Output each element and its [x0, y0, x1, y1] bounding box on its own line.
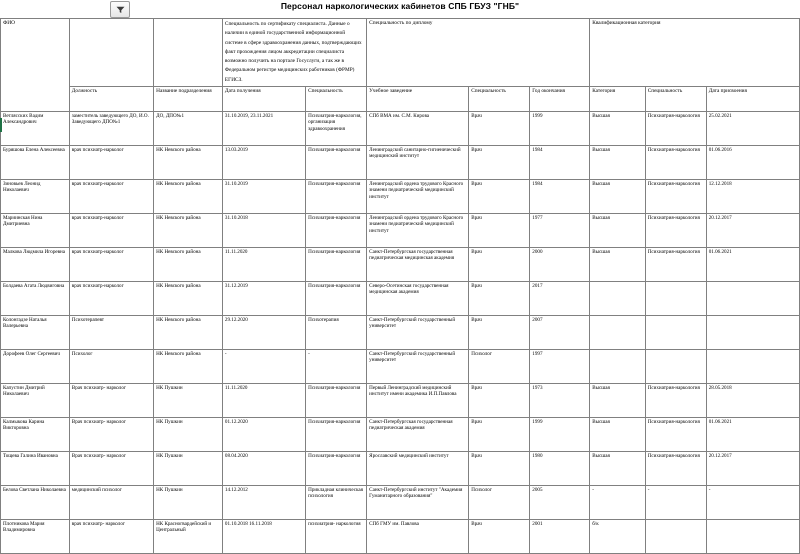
cell-category[interactable]: Высшая	[590, 213, 645, 247]
cell-position[interactable]: врач психиатр-нарколог	[69, 213, 153, 247]
cell-institution[interactable]: Санкт-Петербургский государственный университет	[367, 315, 469, 349]
cell-fio[interactable]: Буряшова Елена Алексеевна	[1, 145, 70, 179]
table-header	[1, 19, 800, 112]
cell-institution[interactable]: СПб ВМА им. С.М. Кирова	[367, 111, 469, 145]
cell-cat-specialty[interactable]: -	[645, 485, 706, 519]
cell-cert-specialty[interactable]: Психиатрия-наркология	[306, 451, 367, 485]
cell-diploma-specialty[interactable]: Врач	[469, 417, 530, 451]
cell-position[interactable]: врач психиатр-нарколог	[69, 247, 153, 281]
cell-diploma-specialty[interactable]: Врач	[469, 383, 530, 417]
cell-category[interactable]	[590, 315, 645, 349]
cell-diploma-specialty[interactable]: Врач	[469, 145, 530, 179]
table-row[interactable]	[1, 111, 800, 145]
cell-cat-date[interactable]	[706, 349, 799, 383]
table-row[interactable]	[1, 451, 800, 485]
cell-position[interactable]: Психотерапевт	[69, 315, 153, 349]
cell-cert-date[interactable]: 11.11.2020	[222, 383, 305, 417]
header-certificate-group: Специальность по сертификату специалиста. Данные о наличии в единой государственной информационной системе в сфере здравоохранения данных, подтверждающих факт прохождения лицом аккредитации специалиста возможно получить на портале Госуслуги, а так же в Федеральном регистре медицинских работников (ФРМР) ЕГИСЗ.	[222, 19, 366, 87]
cell-position[interactable]: медицинский психолог	[69, 485, 153, 519]
subheader-cert-date: Дата получения	[222, 86, 305, 111]
cell-department[interactable]: НК Невского района	[154, 247, 223, 281]
personnel-table	[0, 18, 800, 554]
cell-cert-specialty[interactable]: психиатрия- наркология	[306, 519, 367, 553]
cell-cat-date[interactable]: -	[706, 485, 799, 519]
cell-institution[interactable]: Ярославский медицинский институт	[367, 451, 469, 485]
cell-cat-specialty[interactable]	[645, 315, 706, 349]
header-qualification-group: Квалификационная категория	[590, 19, 800, 87]
subheader-position: Должность	[69, 86, 153, 111]
cell-grad-year[interactable]: 1977	[530, 213, 590, 247]
table-row[interactable]	[1, 519, 800, 553]
cell-grad-year[interactable]: 2005	[530, 485, 590, 519]
cell-diploma-specialty[interactable]: Врач	[469, 111, 530, 145]
table-header-group-row	[1, 19, 800, 87]
cell-fio[interactable]: Колонгадзе Наталья Валерьевна	[1, 315, 70, 349]
cell-department[interactable]: НК Невского района	[154, 145, 223, 179]
cell-grad-year[interactable]: 1980	[530, 451, 590, 485]
cell-diploma-specialty[interactable]: Психолог	[469, 349, 530, 383]
table-row[interactable]	[1, 315, 800, 349]
cell-diploma-specialty[interactable]: Врач	[469, 179, 530, 213]
cell-department[interactable]: НК Пушкин	[154, 485, 223, 519]
cell-cat-date[interactable]: 28.05.2018	[706, 383, 799, 417]
table-row[interactable]	[1, 213, 800, 247]
cell-cert-specialty[interactable]: Психиатрия-наркология	[306, 179, 367, 213]
cell-position[interactable]: Врач психиатр- нарколог	[69, 451, 153, 485]
cell-cert-specialty[interactable]: Психиатрия-наркология	[306, 247, 367, 281]
cell-institution[interactable]: Ленинградский ордена трудового Красного знамени педиатрический медицинский институт	[367, 213, 469, 247]
cell-cert-date[interactable]: 31.10.2019	[222, 179, 305, 213]
cell-cat-date[interactable]	[706, 281, 799, 315]
cell-institution[interactable]: Северо-Осетинская государственная медицинская академия	[367, 281, 469, 315]
cell-department[interactable]: НК Пушкин	[154, 383, 223, 417]
cell-cert-specialty[interactable]: Психиатрия-наркология	[306, 417, 367, 451]
cell-position[interactable]: Врач психиатр- нарколог	[69, 417, 153, 451]
cell-position[interactable]: врач психиатр-нарколог	[69, 179, 153, 213]
subheader-department: Название подразделения	[154, 86, 223, 111]
subheader-cat-specialty: Специальность	[645, 86, 706, 111]
cell-grad-year[interactable]: 2007	[530, 315, 590, 349]
table-row[interactable]	[1, 145, 800, 179]
header-position-blank	[69, 19, 153, 87]
cell-diploma-specialty[interactable]: Врач	[469, 213, 530, 247]
cell-fio[interactable]: Дорофеев Олег Сергеевич	[1, 349, 70, 383]
cell-grad-year[interactable]: 1999	[530, 111, 590, 145]
cell-cat-specialty[interactable]	[645, 281, 706, 315]
cell-diploma-specialty[interactable]: Врач	[469, 315, 530, 349]
cell-institution[interactable]: Санкт-Петербургский институт "Академия Гуманитарного образования"	[367, 485, 469, 519]
cell-department[interactable]: НК Невского района	[154, 281, 223, 315]
cell-grad-year[interactable]: 1984	[530, 145, 590, 179]
cell-cat-specialty[interactable]: Психиатрия-наркология	[645, 179, 706, 213]
cell-cat-date[interactable]	[706, 519, 799, 553]
cell-position[interactable]: Психолог	[69, 349, 153, 383]
cell-cert-specialty[interactable]: -	[306, 349, 367, 383]
cell-department[interactable]: НК Пушкин	[154, 417, 223, 451]
table-row[interactable]	[1, 281, 800, 315]
cell-cert-date[interactable]: 11.11.2020	[222, 247, 305, 281]
cell-cert-date[interactable]: 31.10.2018	[222, 213, 305, 247]
cell-category[interactable]: Высшая	[590, 417, 645, 451]
cell-fio[interactable]: Калмыкова Карина Викторовна	[1, 417, 70, 451]
cell-grad-year[interactable]: 1997	[530, 349, 590, 383]
cell-cat-specialty[interactable]: Психиатрия-наркология	[645, 213, 706, 247]
cell-diploma-specialty[interactable]: Врач	[469, 247, 530, 281]
table-subheader-row	[1, 86, 800, 111]
subheader-cert-specialty: Специальность	[306, 86, 367, 111]
cell-cat-specialty[interactable]: Психиатрия-наркология	[645, 111, 706, 145]
cell-cat-specialty[interactable]: Психиатрия-наркология	[645, 451, 706, 485]
cell-position[interactable]: врач психиатр-нарколог	[69, 281, 153, 315]
cell-category[interactable]: Высшая	[590, 383, 645, 417]
cell-fio[interactable]: Мариинская Нина Дмитриевна	[1, 213, 70, 247]
cell-institution[interactable]: СПб ГМУ им. Павлова	[367, 519, 469, 553]
cell-fio[interactable]: Ветлясских Вадим Александрович	[1, 111, 70, 145]
cell-cat-date[interactable]: 20.12.2017	[706, 451, 799, 485]
cell-institution[interactable]: Санкт-Петербургский государственный университет	[367, 349, 469, 383]
cell-diploma-specialty[interactable]: Психолог	[469, 485, 530, 519]
cell-fio[interactable]: Болдаева Агата Людвиговна	[1, 281, 70, 315]
cell-cert-specialty[interactable]: Психотерапия	[306, 315, 367, 349]
cell-cat-date[interactable]: 01.06.2016	[706, 145, 799, 179]
cell-cat-specialty[interactable]: Психиатрия-наркология	[645, 145, 706, 179]
cell-cert-date[interactable]: 13.03.2019	[222, 145, 305, 179]
cell-category[interactable]: Высшая	[590, 179, 645, 213]
cell-category[interactable]: б/к	[590, 519, 645, 553]
cell-cert-date[interactable]: -	[222, 349, 305, 383]
cell-institution[interactable]: Санкт-Петербургская государственная педиатрическая академия	[367, 417, 469, 451]
cell-cat-date[interactable]: 01.06.2021	[706, 417, 799, 451]
cell-grad-year[interactable]: 1984	[530, 179, 590, 213]
table-row[interactable]	[1, 485, 800, 519]
cell-cat-specialty[interactable]	[645, 349, 706, 383]
cell-cert-date[interactable]: 01.10.2018 16.11.2018	[222, 519, 305, 553]
cell-diploma-specialty[interactable]: Врач	[469, 451, 530, 485]
cell-institution[interactable]: Санкт-Петербургская государственная педиатрическая медицинская академия	[367, 247, 469, 281]
cell-cert-specialty[interactable]: Психиатрия-наркология	[306, 383, 367, 417]
cell-grad-year[interactable]: 1999	[530, 417, 590, 451]
cell-cat-specialty[interactable]	[645, 519, 706, 553]
subheader-grad-year: Год окончания	[530, 86, 590, 111]
cell-grad-year[interactable]: 2000	[530, 247, 590, 281]
cell-institution[interactable]: Ленинградский ордена трудового Красного знамени педиатрический медицинский институт	[367, 179, 469, 213]
cell-cert-date[interactable]: 31.10.2019, 23.11.2021	[222, 111, 305, 145]
subheader-cat-date: Дата присвоения	[706, 86, 799, 111]
cell-cert-date[interactable]: 29.12.2020	[222, 315, 305, 349]
cell-fio[interactable]: Плотникова Мария Владимировна	[1, 519, 70, 553]
cell-category[interactable]	[590, 281, 645, 315]
cell-fio[interactable]: Белова Светлана Николаевна	[1, 485, 70, 519]
cell-cert-specialty[interactable]: Психиатрия-наркология	[306, 145, 367, 179]
cell-department[interactable]: НК Красногвардейский и Центральный	[154, 519, 223, 553]
table-row[interactable]	[1, 247, 800, 281]
table-row[interactable]	[1, 417, 800, 451]
cell-cat-date[interactable]: 12.12.2018	[706, 179, 799, 213]
cell-cert-date[interactable]: 08.04.2020	[222, 451, 305, 485]
cell-cert-specialty[interactable]: Психиатрия-наркология	[306, 281, 367, 315]
cell-diploma-specialty[interactable]: Врач	[469, 519, 530, 553]
header-department-blank	[154, 19, 223, 87]
cell-category[interactable]: Высшая	[590, 111, 645, 145]
cell-cert-date[interactable]: 31.12.2019	[222, 281, 305, 315]
cell-fio[interactable]: Капустин Дмитрий Николаевич	[1, 383, 70, 417]
table-row[interactable]	[1, 349, 800, 383]
cell-grad-year[interactable]: 1973	[530, 383, 590, 417]
cell-cat-date[interactable]: 20.12.2017	[706, 213, 799, 247]
cell-grad-year[interactable]: 2001	[530, 519, 590, 553]
row-marker	[0, 118, 2, 132]
subheader-category: Категория	[590, 86, 645, 111]
cell-grad-year[interactable]: 2017	[530, 281, 590, 315]
subheader-diploma-specialty: Специальность	[469, 86, 530, 111]
cell-cert-specialty[interactable]: Психиатрия-наркология, организация здравоохранения	[306, 111, 367, 145]
cell-position[interactable]: Врач психиатр- нарколог	[69, 383, 153, 417]
cell-institution[interactable]: Ленинградский санитарно-гигиенический медицинский институт	[367, 145, 469, 179]
table-row[interactable]	[1, 179, 800, 213]
cell-cert-specialty[interactable]: Психиатрия-наркология	[306, 213, 367, 247]
cell-position[interactable]: заместитель заведующего ДО, И.О. Заведующего ДПО№1	[69, 111, 153, 145]
cell-department[interactable]: НК Невского района	[154, 213, 223, 247]
page-title: Персонал наркологических кабинетов СПБ ГБУЗ "ГНБ"	[280, 1, 520, 11]
table-body	[1, 111, 800, 553]
cell-department[interactable]: НК Невского района	[154, 315, 223, 349]
cell-category[interactable]: Высшая	[590, 247, 645, 281]
cell-cert-specialty[interactable]: Прикладная клиническая психология	[306, 485, 367, 519]
cell-cat-specialty[interactable]: Психиатрия-наркология	[645, 417, 706, 451]
cell-fio[interactable]: Зиновьев Леонид Николаевич	[1, 179, 70, 213]
cell-institution[interactable]: Первый Ленинградский медицинский институт имени академика И.П.Павлова	[367, 383, 469, 417]
header-fio: ФИО	[1, 19, 70, 112]
cell-cat-date[interactable]: 25.02.2021	[706, 111, 799, 145]
cell-department[interactable]: НК Пушкин	[154, 451, 223, 485]
cell-diploma-specialty[interactable]: Врач	[469, 281, 530, 315]
cell-department[interactable]: НК Невского района	[154, 179, 223, 213]
cell-category[interactable]	[590, 349, 645, 383]
cell-cat-date[interactable]	[706, 315, 799, 349]
cell-category[interactable]: Высшая	[590, 145, 645, 179]
cell-cat-date[interactable]: 01.06.2021	[706, 247, 799, 281]
sheet-topbar	[0, 0, 800, 18]
subheader-institution: Учебное заведение	[367, 86, 469, 111]
cell-position[interactable]: врач психиатр-нарколог	[69, 145, 153, 179]
cell-fio[interactable]: Малкова Людмила Игоревна	[1, 247, 70, 281]
cell-category[interactable]: -	[590, 485, 645, 519]
cell-category[interactable]: Высшая	[590, 451, 645, 485]
table-row[interactable]	[1, 383, 800, 417]
header-diploma-group: Специальность по диплому	[367, 19, 590, 87]
cell-fio[interactable]: Тощева Галина Ивановна	[1, 451, 70, 485]
cell-department[interactable]: НК Невского района	[154, 349, 223, 383]
cell-cert-date[interactable]: 01.12.2020	[222, 417, 305, 451]
cell-position[interactable]: врач психиатр- нарколог	[69, 519, 153, 553]
cell-department[interactable]: ДО, ДПО№1	[154, 111, 223, 145]
cell-cert-date[interactable]: 14.12.2012	[222, 485, 305, 519]
cell-cat-specialty[interactable]: Психиатрия-наркология	[645, 383, 706, 417]
cell-cat-specialty[interactable]: Психиатрия-наркология	[645, 247, 706, 281]
